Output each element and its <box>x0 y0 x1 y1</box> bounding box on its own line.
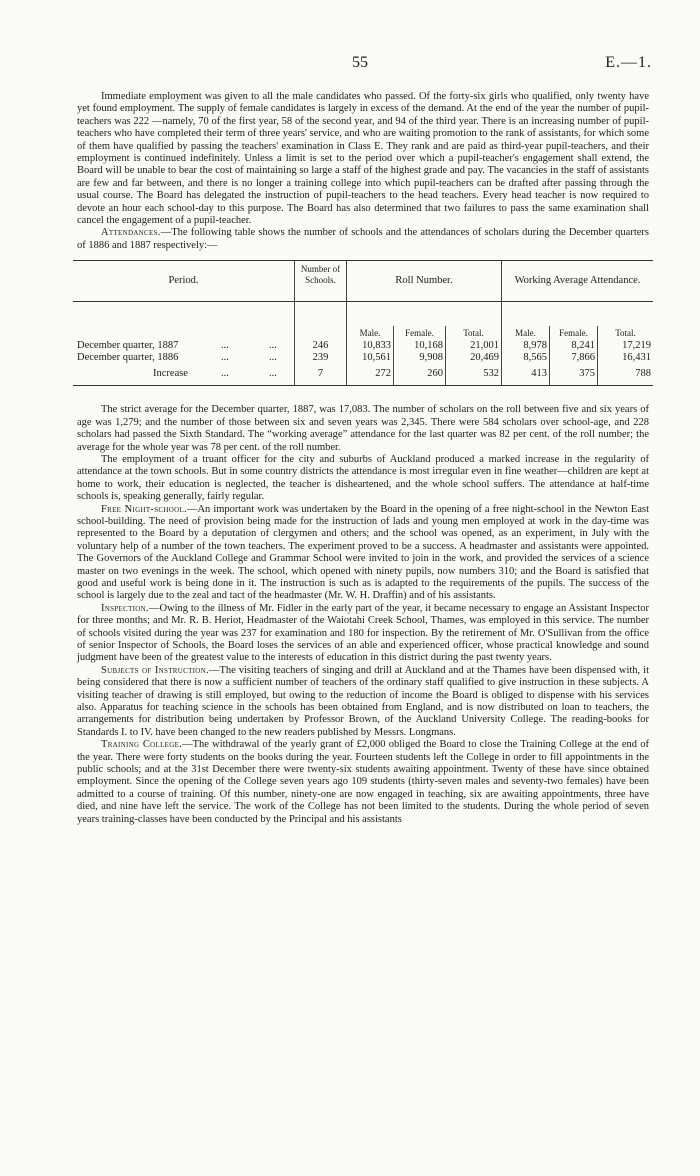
night-school-text: —An important work was undertaken by the Board in the opening of a free night-school in the Newton East school-building. The need of provision being made for the instruction of lads and young men employed at work in the day-time was represented to the Board by a deputation of clergymen and others; and the school was opened, as an experiment, in July with the voluntary help of a number of the town teachers. The experiment proved to be a success. A headmaster and assistants were appointed. The Governors of the Auckland College and Grammar School were invited to join in the work, and provided the services of a science master on two evenings in the week. The school, which opened with ninety pupils, now numbers 310; and the Board is satisfied that good and useful work is being done in it. The instruction is such as is adapted to the requirements of the pupils. The success of the school is largely due to the zeal and tact of the headmaster (Mr. W. H. Draffin) and of his assistants. <box>77 503 649 602</box>
paragraph-employment: Immediate employment was given to all the male candidates who passed. Of the forty-six girls who qualified, only twenty have yet found employment. The supply of female candidates is largely in excess of the demand. At the end of the year the number of pupil-teachers was 222 —namely, 70 of the first year, 58 of the second year, and 94 of the third year. There is an increasing number of pupil-teachers who have completed their term of three years' service, and who are waiting promotion to the rank of assistants, for which some of them have qualified by passing the teachers' examination in Class E. They rank and are paid as third-year pupil-teachers, and their employment is continued indefinitely. Unless a limit is set to the period over which a pupil-teacher's engagement shall extend, the Board will be unable to bear the cost of maintaining so large a staff of the highest grade and pay. The vacancies in the staff of assistants are few and far between, and there is no longer a training college into which pupil-teachers can be drafted after passing through the usual course. The Board has delegated the instruction of pupil-teachers to the head teachers. Every head teacher is now required to devote an hour each school-day to this purpose. The Board has also determined that two failures to pass the same examination shall cancel the engagement of a pupil-teacher. <box>77 91 649 227</box>
row-increase-wa-male: 413 <box>531 368 547 380</box>
paragraph-training-college <box>77 739 649 826</box>
heading-night-school: Free Night-school. <box>101 503 187 515</box>
row-1886-roll-male: 10,561 <box>362 352 391 364</box>
row-1886-dots-1: ... <box>221 352 229 364</box>
page-reference: E.—1. <box>605 54 652 71</box>
paragraph-strict-average: The strict average for the December quarter, 1887, was 17,083. The number of scholars on the roll between five and six years of age was 1,279; and the number of those between six and seven years was 2,345. There were 584 scholars over school-age, and 228 scholars had passed the Sixth Standard. The “working average” attendance for the last quarter was 82 per cent. of the roll number; the average for the whole year was 78 per cent. of the roll number. <box>77 404 649 453</box>
training-college-text: —The withdrawal of the yearly grant of £2,000 obliged the Board to close the Training College at the end of the year. There were forty students on the books during the year. Fourteen students left the College in order to fill appointments in the public schools; and at the 31st December there were twenty-six students awaiting appointment. Twenty of these have since obtained employment. Since the opening of the College seven years ago 109 students (thirty-seven males and seventy-two females) have been admitted to a course of training. Of this number, ninety-one are now engaged in teaching, six are awaiting appointments, three have died, and nine have left the service. The work of the College has not been limited to the students. During the whole period of seven years training-classes have been conducted by the Principal and his assistants <box>77 739 649 825</box>
subjects-text: —The visiting teachers of singing and drill at Auckland and at the Thames have been dispensed with, it being considered that there is now a sufficient number of teachers of the ordinary staff qualified to give instruction in these subjects. A visiting teacher of drawing is still employed, but owing to the reduction of income the Board is obliged to dispense with his services also. Apparatus for teaching science in the schools has been obtained from England, and is now distributed on loan to teachers, the arrangements for distribution being undertaken by Professor Brown, of the Auckland University College. The reading-books for Standards I. to IV. have been changed to the new readers published by Messrs. Longmans. <box>77 664 649 738</box>
paragraph-attendances <box>77 227 649 252</box>
row-1887-dots-2: ... <box>269 340 277 352</box>
heading-attendances: Attendances. <box>101 227 161 239</box>
header-schools: Number of Schools. <box>300 264 341 286</box>
row-1886-dots-2: ... <box>269 352 277 364</box>
row-increase-roll-total: 532 <box>483 368 499 380</box>
paragraph-truant-officer: The employment of a truant officer for the city and suburbs of Auckland produced a marked increase in the regularity of attendance at the town schools. But in some country districts the attendance is most irregular even in fine weather—children are kept at home to work, their education is neglected, the teacher is disheartened, and the whole school suffers. The attendance at half-time schools is, speaking generally, fairly regular. <box>77 453 649 503</box>
row-1886-wa-male: 8,565 <box>523 352 547 364</box>
row-increase-roll-female: 260 <box>427 368 443 380</box>
subheader-wa-female: Female. <box>559 328 588 339</box>
subheader-wa-total: Total. <box>615 328 636 339</box>
row-1887-dots-1: ... <box>221 340 229 352</box>
row-increase-wa-female: 375 <box>579 368 595 380</box>
row-1886-wa-female: 7,866 <box>571 352 595 364</box>
row-1887-wa-female: 8,241 <box>571 340 595 352</box>
heading-subjects: Subjects of Instruction. <box>101 664 209 676</box>
row-1887-label: December quarter, 1887 <box>77 340 179 352</box>
row-1886-roll-female: 9,908 <box>419 352 443 364</box>
header-roll-number: Roll Number. <box>395 275 453 287</box>
row-1887-wa-male: 8,978 <box>523 340 547 352</box>
inspection-text: —Owing to the illness of Mr. Fidler in the early part of the year, it became necessary to engage an Assistant Inspector for three months; and Mr. R. B. Heriot, Headmaster of the Waiotahi Creek School, Thames, was employed in this service. The number of schools visited during the year was 237 for examination and 180 for inspection. By the retirement of Mr. O'Sullivan from the office of senior Inspector of Schools, the Board loses the services of an able and experienced officer, whose practical knowledge and sound judgment have been of the greatest value to the interests of education in this district during the past twenty years. <box>77 602 649 664</box>
subheader-roll-male: Male. <box>359 328 381 339</box>
row-1886-label: December quarter, 1886 <box>77 352 179 364</box>
attendance-table <box>73 260 653 396</box>
header-working-average: Working Average Attendance. <box>514 275 641 287</box>
paragraph-subjects <box>77 665 649 739</box>
body-text <box>77 91 649 826</box>
page-header <box>0 54 700 78</box>
subheader-roll-total: Total. <box>463 328 484 339</box>
row-1887-roll-female: 10,168 <box>414 340 443 352</box>
heading-training-college: Training College. <box>101 739 183 751</box>
row-increase-schools: 7 <box>317 368 324 380</box>
row-increase-dots-1: ... <box>221 368 229 380</box>
row-1887-roll-male: 10,833 <box>362 340 391 352</box>
paragraph-inspection <box>77 603 649 665</box>
row-increase-label: Increase <box>153 368 188 380</box>
attendances-text: —The following table shows the number of schools and the attendances of scholars during the December quarters of 1886 and 1887 respectively:— <box>77 227 649 251</box>
row-1886-schools: 239 <box>312 352 329 364</box>
subheader-wa-male: Male. <box>515 328 536 339</box>
row-1887-schools: 246 <box>312 340 329 352</box>
paragraph-night-school <box>77 504 649 603</box>
subheader-roll-female: Female. <box>405 328 434 339</box>
row-increase-wa-total: 788 <box>635 368 651 380</box>
row-1886-roll-total: 20,469 <box>470 352 499 364</box>
row-increase-dots-2: ... <box>269 368 277 380</box>
heading-inspection: Inspection. <box>101 602 149 614</box>
row-1887-roll-total: 21,001 <box>470 340 499 352</box>
row-1887-wa-total: 17,219 <box>622 340 651 352</box>
header-period: Period. <box>168 275 199 287</box>
page-number: 55 <box>352 54 368 71</box>
row-increase-roll-male: 272 <box>375 368 391 380</box>
row-1886-wa-total: 16,431 <box>622 352 651 364</box>
